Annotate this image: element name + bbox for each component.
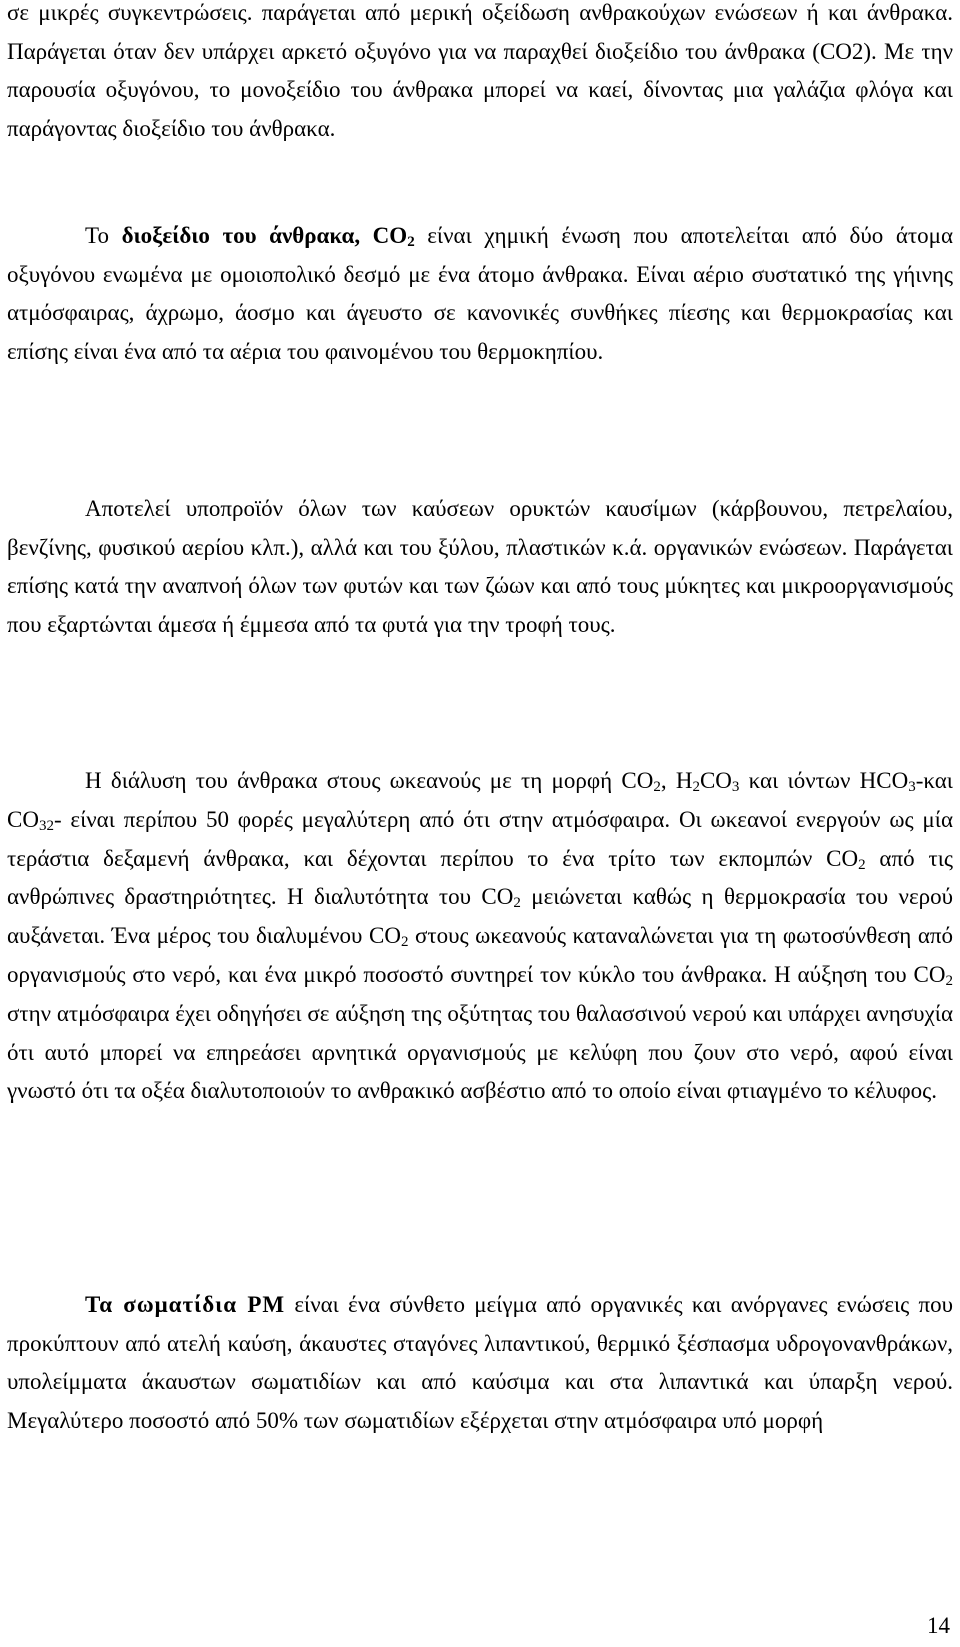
- subscript: 32: [38, 817, 54, 834]
- document-page: [7, 0, 953, 1647]
- paragraph-text: είναι ένα σύνθετο μείγμα από οργανικές και ανόργανες ενώσεις που προκύπτουν από ατελή καύση, άκαυστες σταγόνες λιπαντικού, θερμικό ξέσπασμα υδρογονανθράκων, υπολείμματα άκαυστων σωματιδίων και από καύσιμα και στα λιπαντικά και ύπαρξη νερού. Μεγαλύτερο ποσοστό από 50% των σωματιδίων εξέρχεται στην ατμόσφαιρα υπό μορφή: [7, 1292, 953, 1433]
- paragraph-lead: Το: [85, 223, 122, 248]
- paragraph-co2-sources: [7, 490, 953, 644]
- paragraph-ocean-carbon: [7, 762, 953, 1111]
- subscript: 3: [908, 779, 916, 795]
- text-segment: , H: [660, 768, 693, 793]
- text-segment: στην ατμόσφαιρα έχει οδηγήσει σε αύξηση της οξύτητας του θαλασσινού νερού και υπάρχει ανησυχία ότι αυτό μπορεί να επηρεάσει αρνητικά οργανισμούς με κελύφη που ζουν στο νερό, αφού είναι γνωστό ότι τα οξέα διαλυτοποιούν το ανθρακικό ασβέστιο από το οποίο είναι φτιαγμένο το κέλυφος.: [7, 1000, 953, 1104]
- text-segment: CO: [699, 768, 732, 793]
- paragraph-text: σε μικρές συγκεντρώσεις. παράγεται από μερική οξείδωση ανθρακούχων ενώσεων ή και άνθρακα. Παράγεται όταν δεν υπάρχει αρκετό οξυγόνο για να παραχθεί διοξείδιο του άνθρακα (CO2). Με την παρουσία οξυγόνου, το μονοξείδιο του άνθρακα μπορεί να καεί, δίνοντας μια γαλάζια φλόγα και παράγοντας διοξείδιο του άνθρακα.: [7, 0, 953, 141]
- text-segment: - είναι περίπου 50 φορές μεγαλύτερη από ότι στην ατμόσφαιρα. Οι ωκεανοί ενεργούν ως μία τεράστια δεξαμενή άνθρακα, και δέχονται περίπου το ένα τρίτο των εκπομπών CO: [7, 806, 953, 871]
- subscript: 2: [400, 934, 409, 951]
- subscript: 2: [692, 779, 700, 795]
- text-segment: στους ωκεανούς καταναλώνεται για τη φωτοσύνθεση από οργανισμούς στο νερό, και ένα μικρό ποσοστό συντηρεί τον κύκλο του άνθρακα. Η αύξηση του CO: [7, 923, 953, 987]
- subscript: 3: [731, 779, 740, 795]
- text-segment: από τις ανθρώπινες δραστηριότητες. Η διαλυτότητα του CO: [7, 845, 953, 910]
- subscript: 2: [945, 972, 953, 989]
- paragraph-text: είναι χημική ένωση που αποτελείται από δύο άτομα οξυγόνου ενωμένα με ομοιοπολικό δεσμό με ένα άτομο άνθρακα. Είναι αέριο συστατικό της γήινης ατμόσφαιρας, άχρωμο, άοσμο και άγευστο σε κανονικές συνθήκες πίεσης και θερμοκρασίας και επίσης είναι ένα από τα αέρια του φαινομένου του θερμοκηπίου.: [7, 223, 953, 364]
- subscript: 2: [653, 779, 661, 795]
- text-segment: μειώνεται καθώς η θερμοκρασία του νερού αυξάνεται. Ένα μέρος του διαλυμένου CO: [7, 884, 953, 949]
- paragraph-carbon-monoxide: [7, 0, 953, 148]
- paragraph-particulate-matter: [7, 1286, 953, 1440]
- text-segment: -και CO: [7, 768, 953, 832]
- text-segment: και ιόντων HCO: [739, 768, 909, 793]
- paragraph-text: Αποτελεί υποπροϊόν όλων των καύσεων ορυκτών καυσίμων (κάρβουνου, πετρελαίου, βενζίνης, φυσικού αερίου κλπ.), αλλά και του ξύλου, πλαστικών κ.ά. οργανικών ενώσεων. Παράγεται επίσης κατά την αναπνοή όλων των φυτών και των ζώων και από τους μύκητες και μικροοργανισμούς που εξαρτώνται άμεσα ή έμμεσα από τα φυτά για την τροφή τους.: [7, 496, 953, 637]
- term-carbon-dioxide: διοξείδιο του άνθρακα, CO: [121, 223, 408, 248]
- subscript: 2: [407, 234, 415, 250]
- page-number: 14: [927, 1613, 950, 1638]
- subscript: 2: [513, 895, 521, 912]
- paragraph-carbon-dioxide: [7, 217, 953, 371]
- subscript: 2: [858, 856, 866, 873]
- text-segment: Η διάλυση του άνθρακα στους ωκεανούς με τη μορφή CO: [85, 768, 654, 793]
- term-particulate-matter: Τα σωματίδια PM: [85, 1292, 286, 1317]
